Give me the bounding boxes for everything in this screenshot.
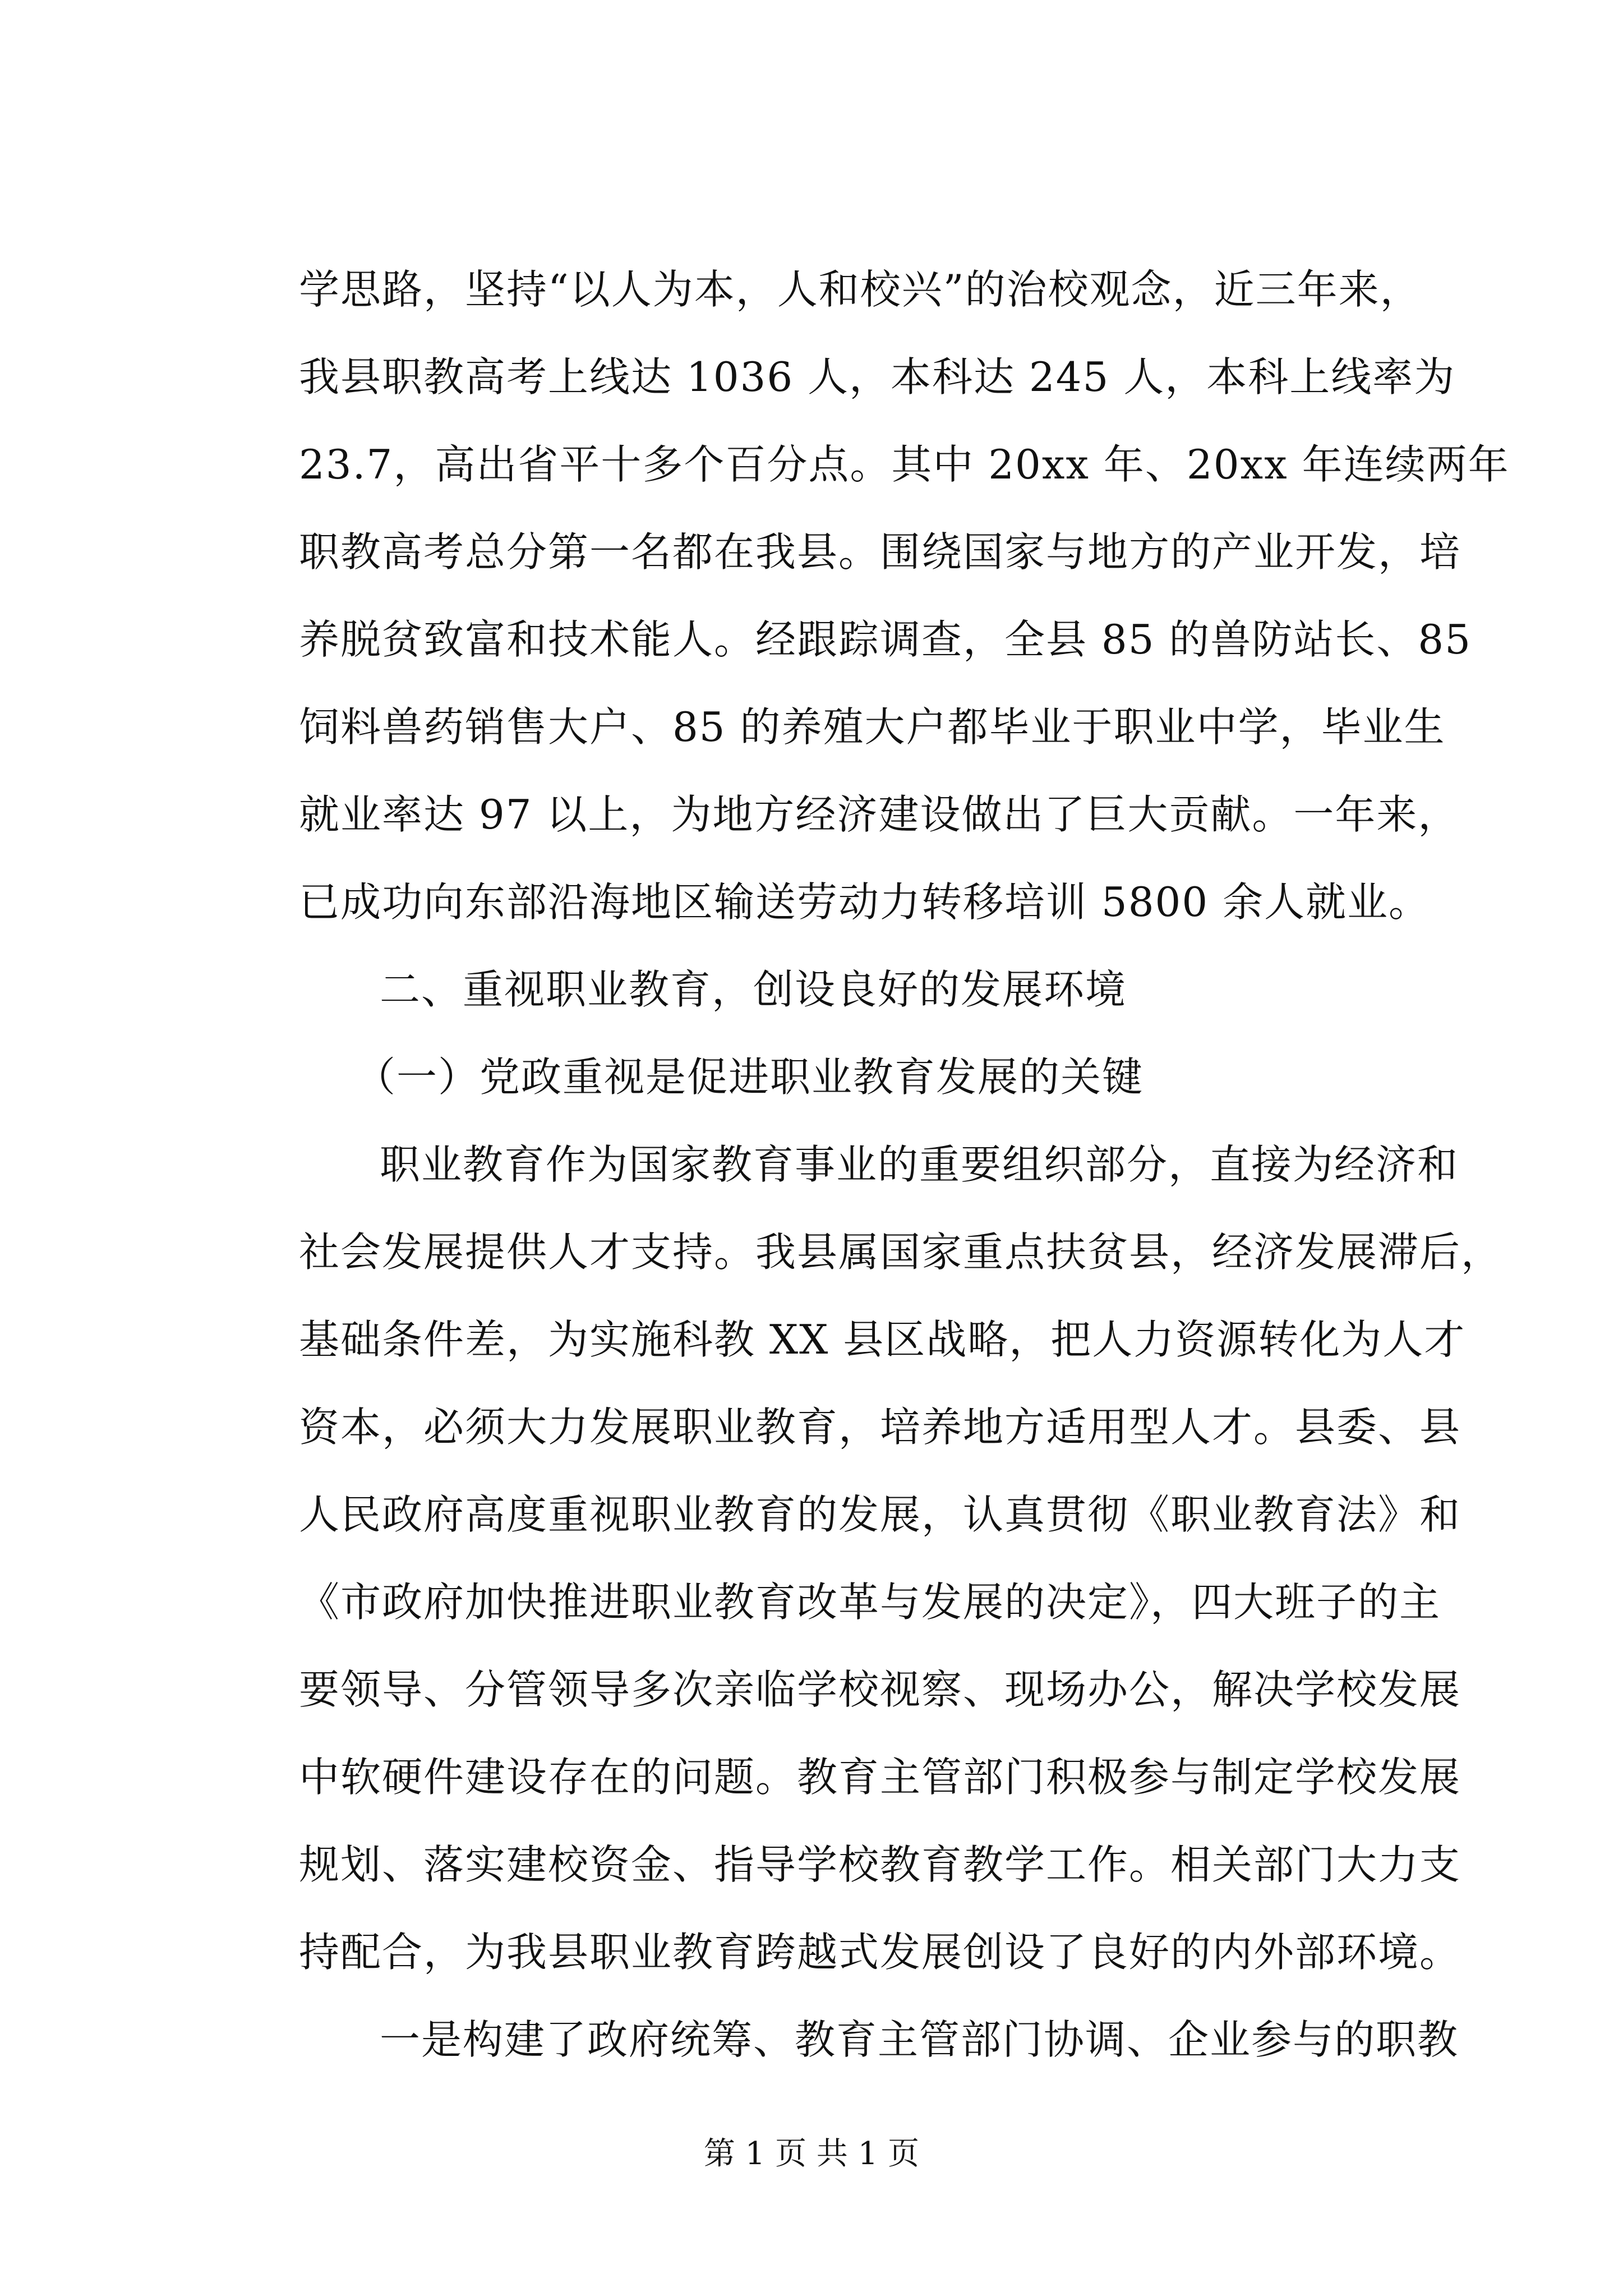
text-line: 就业率达 97 以上，为地方经济建设做出了巨大贡献。一年来， (299, 791, 1460, 838)
text-line: 职教高考总分第一名都在我县。围绕国家与地方的产业开发，培 (299, 528, 1461, 576)
text-line: 学思路，坚持“以人为本，人和校兴”的治校观念，近三年来， (299, 266, 1422, 313)
subsection-heading: （一）党政重视是促进职业教育发展的关键 (355, 1053, 1144, 1101)
page-footer: 第 1 页 共 1 页 (703, 2136, 920, 2172)
section-heading: 二、重视职业教育，创设良好的发展环境 (380, 966, 1127, 1013)
text-line: 要领导、分管领导多次亲临学校视察、现场办公，解决学校发展 (299, 1666, 1461, 1713)
text-line: 规划、落实建校资金、指导学校教育教学工作。相关部门大力支 (299, 1841, 1461, 1888)
text-line: 一是构建了政府统筹、教育主管部门协调、企业参与的职教 (380, 2016, 1459, 2063)
text-line: 资本，必须大力发展职业教育，培养地方适用型人才。县委、县 (299, 1404, 1461, 1451)
text-line: 23.7，高出省平十多个百分点。其中 20xx 年、20xx 年连续两年 (299, 441, 1510, 488)
text-line: 人民政府高度重视职业教育的发展，认真贯彻《职业教育法》和 (299, 1491, 1461, 1538)
text-line: 职业教育作为国家教育事业的重要组织部分，直接为经济和 (380, 1141, 1459, 1188)
body-text (299, 246, 1510, 2083)
text-line: 社会发展提供人才支持。我县属国家重点扶贫县，经济发展滞后， (299, 1228, 1503, 1276)
text-line: 已成功向东部沿海地区输送劳动力转移培训 5800 余人就业。 (299, 878, 1431, 926)
text-line: 《市政府加快推进职业教育改革与发展的决定》，四大班子的主 (299, 1579, 1441, 1626)
text-line: 基础条件差，为实施科教 XX 县区战略，把人力资源转化为人才 (299, 1316, 1466, 1363)
text-line: 中软硬件建设存在的问题。教育主管部门积极参与制定学校发展 (299, 1754, 1461, 1801)
text-line: 养脱贫致富和技术能人。经跟踪调查，全县 85 的兽防站长、85 (299, 616, 1472, 663)
text-line: 饲料兽药销售大户、85 的养殖大户都毕业于职业中学，毕业生 (299, 703, 1446, 751)
text-line: 持配合，为我县职业教育跨越式发展创设了良好的内外部环境。 (299, 1929, 1461, 1976)
text-line: 我县职教高考上线达 1036 人，本科达 245 人，本科上线率为 (299, 353, 1456, 401)
